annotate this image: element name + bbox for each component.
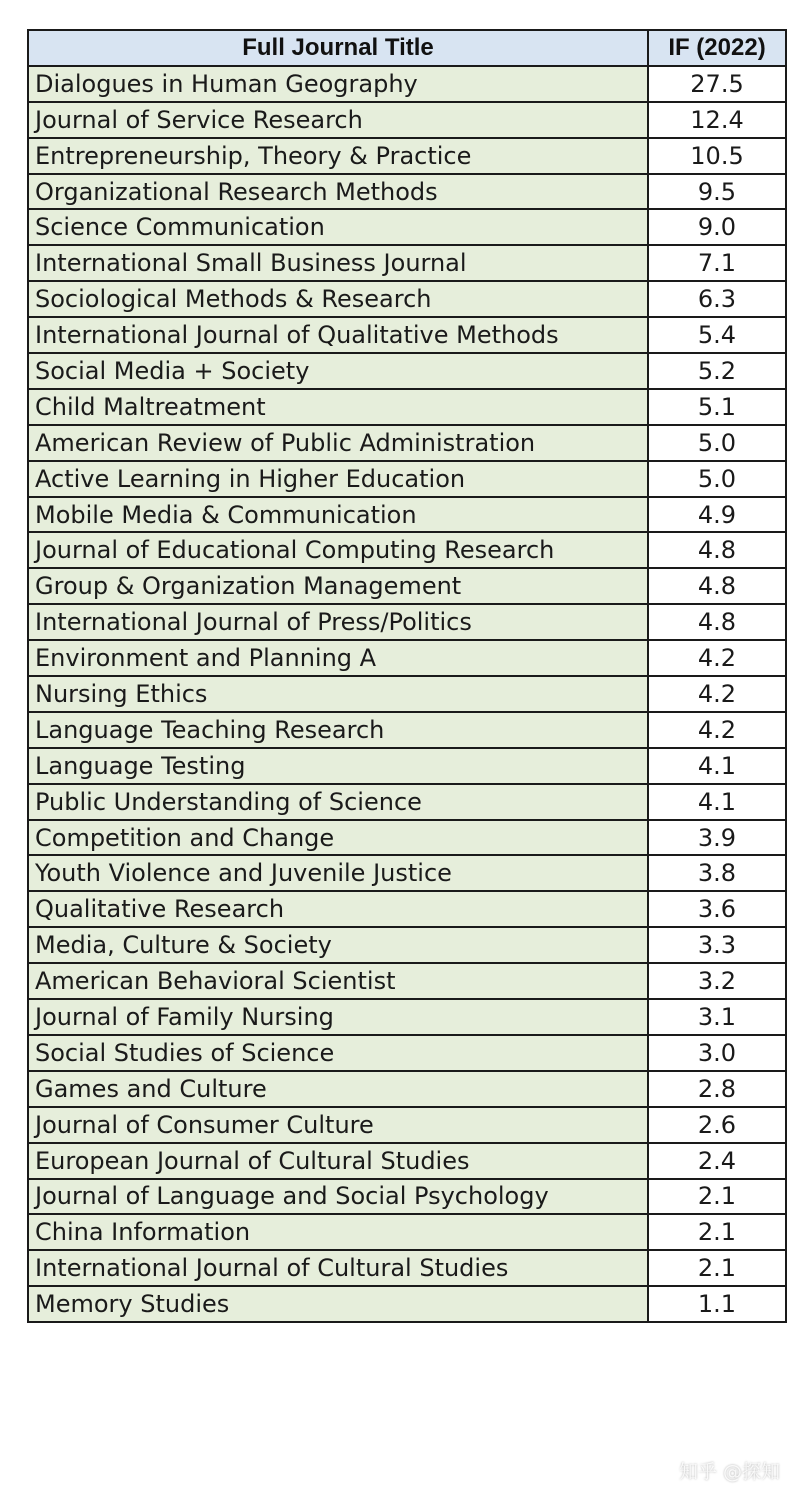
journal-title-cell: Sociological Methods & Research — [28, 281, 648, 317]
journal-title-cell: Mobile Media & Communication — [28, 497, 648, 533]
journal-title-cell: Entrepreneurship, Theory & Practice — [28, 138, 648, 174]
journal-title-cell: Journal of Service Research — [28, 102, 648, 138]
impact-factor-cell: 4.1 — [648, 748, 786, 784]
journal-title-cell: China Information — [28, 1214, 648, 1250]
impact-factor-cell: 12.4 — [648, 102, 786, 138]
journal-title-cell: Games and Culture — [28, 1071, 648, 1107]
impact-factor-cell: 6.3 — [648, 281, 786, 317]
table-row — [28, 820, 786, 856]
impact-factor-cell: 4.2 — [648, 712, 786, 748]
table-row — [28, 245, 786, 281]
impact-factor-cell: 5.0 — [648, 425, 786, 461]
header-impact-factor: IF (2022) — [648, 30, 786, 66]
journal-title-cell: Language Teaching Research — [28, 712, 648, 748]
table-row — [28, 1214, 786, 1250]
table-row — [28, 712, 786, 748]
journal-title-cell: Journal of Educational Computing Research — [28, 532, 648, 568]
journal-title-cell: Organizational Research Methods — [28, 174, 648, 210]
journal-title-cell: Social Studies of Science — [28, 1035, 648, 1071]
impact-factor-cell: 1.1 — [648, 1286, 786, 1322]
table-row — [28, 389, 786, 425]
table-row — [28, 138, 786, 174]
journal-title-cell: Environment and Planning A — [28, 640, 648, 676]
table-row — [28, 281, 786, 317]
table-row — [28, 1179, 786, 1215]
journal-title-cell: American Review of Public Administration — [28, 425, 648, 461]
table-row — [28, 855, 786, 891]
impact-factor-cell: 2.8 — [648, 1071, 786, 1107]
impact-factor-cell: 3.0 — [648, 1035, 786, 1071]
table-row — [28, 317, 786, 353]
table-row — [28, 927, 786, 963]
impact-factor-cell: 5.0 — [648, 461, 786, 497]
journal-title-cell: Public Understanding of Science — [28, 784, 648, 820]
table-row — [28, 1071, 786, 1107]
impact-factor-cell: 4.8 — [648, 604, 786, 640]
journal-title-cell: Journal of Family Nursing — [28, 999, 648, 1035]
impact-factor-cell: 7.1 — [648, 245, 786, 281]
table-row — [28, 640, 786, 676]
table-row — [28, 353, 786, 389]
impact-factor-cell: 9.5 — [648, 174, 786, 210]
impact-factor-cell: 4.9 — [648, 497, 786, 533]
journal-title-cell: International Journal of Press/Politics — [28, 604, 648, 640]
journal-title-cell: American Behavioral Scientist — [28, 963, 648, 999]
journal-title-cell: European Journal of Cultural Studies — [28, 1143, 648, 1179]
journal-title-cell: Nursing Ethics — [28, 676, 648, 712]
journal-title-cell: International Journal of Qualitative Methods — [28, 317, 648, 353]
impact-factor-cell: 2.1 — [648, 1250, 786, 1286]
impact-factor-cell: 3.3 — [648, 927, 786, 963]
journal-title-cell: Language Testing — [28, 748, 648, 784]
header-full-journal-title: Full Journal Title — [28, 30, 648, 66]
impact-factor-cell: 4.2 — [648, 640, 786, 676]
table-row — [28, 676, 786, 712]
table-row — [28, 748, 786, 784]
journal-title-cell: Group & Organization Management — [28, 568, 648, 604]
table-row — [28, 1035, 786, 1071]
table-row — [28, 999, 786, 1035]
journal-title-cell: Science Communication — [28, 209, 648, 245]
table-row — [28, 1107, 786, 1143]
impact-factor-cell: 2.1 — [648, 1179, 786, 1215]
watermark: 知乎 @探知 — [678, 1461, 780, 1483]
impact-factor-cell: 5.1 — [648, 389, 786, 425]
impact-factor-cell: 27.5 — [648, 66, 786, 102]
journal-title-cell: Qualitative Research — [28, 891, 648, 927]
impact-factor-cell: 5.2 — [648, 353, 786, 389]
journal-impact-factor-table — [27, 29, 787, 1323]
table-row — [28, 963, 786, 999]
table-row — [28, 425, 786, 461]
table-row — [28, 784, 786, 820]
journal-title-cell: Dialogues in Human Geography — [28, 66, 648, 102]
journal-title-cell: International Small Business Journal — [28, 245, 648, 281]
journal-title-cell: Child Maltreatment — [28, 389, 648, 425]
journal-title-cell: Competition and Change — [28, 820, 648, 856]
impact-factor-cell: 3.8 — [648, 855, 786, 891]
table-row — [28, 102, 786, 138]
journal-title-cell: Media, Culture & Society — [28, 927, 648, 963]
table-row — [28, 1286, 786, 1322]
table-row — [28, 461, 786, 497]
table-row — [28, 209, 786, 245]
table-row — [28, 532, 786, 568]
impact-factor-cell: 4.8 — [648, 568, 786, 604]
table-header-row — [28, 30, 786, 66]
impact-factor-cell: 3.6 — [648, 891, 786, 927]
journal-title-cell: Active Learning in Higher Education — [28, 461, 648, 497]
impact-factor-cell: 4.1 — [648, 784, 786, 820]
table-row — [28, 1250, 786, 1286]
table-row — [28, 66, 786, 102]
impact-factor-cell: 3.1 — [648, 999, 786, 1035]
impact-factor-cell: 5.4 — [648, 317, 786, 353]
journal-title-cell: International Journal of Cultural Studies — [28, 1250, 648, 1286]
journal-title-cell: Memory Studies — [28, 1286, 648, 1322]
table-row — [28, 1143, 786, 1179]
impact-factor-cell: 9.0 — [648, 209, 786, 245]
table-row — [28, 497, 786, 533]
table-row — [28, 174, 786, 210]
impact-factor-cell: 3.2 — [648, 963, 786, 999]
table-row — [28, 568, 786, 604]
table-body — [28, 66, 786, 1322]
impact-factor-cell: 4.2 — [648, 676, 786, 712]
journal-title-cell: Social Media + Society — [28, 353, 648, 389]
impact-factor-cell: 2.1 — [648, 1214, 786, 1250]
impact-factor-cell: 2.4 — [648, 1143, 786, 1179]
journal-title-cell: Journal of Consumer Culture — [28, 1107, 648, 1143]
impact-factor-cell: 4.8 — [648, 532, 786, 568]
journal-title-cell: Journal of Language and Social Psychology — [28, 1179, 648, 1215]
table-row — [28, 891, 786, 927]
impact-factor-cell: 2.6 — [648, 1107, 786, 1143]
impact-factor-cell: 3.9 — [648, 820, 786, 856]
journal-title-cell: Youth Violence and Juvenile Justice — [28, 855, 648, 891]
impact-factor-cell: 10.5 — [648, 138, 786, 174]
table-row — [28, 604, 786, 640]
